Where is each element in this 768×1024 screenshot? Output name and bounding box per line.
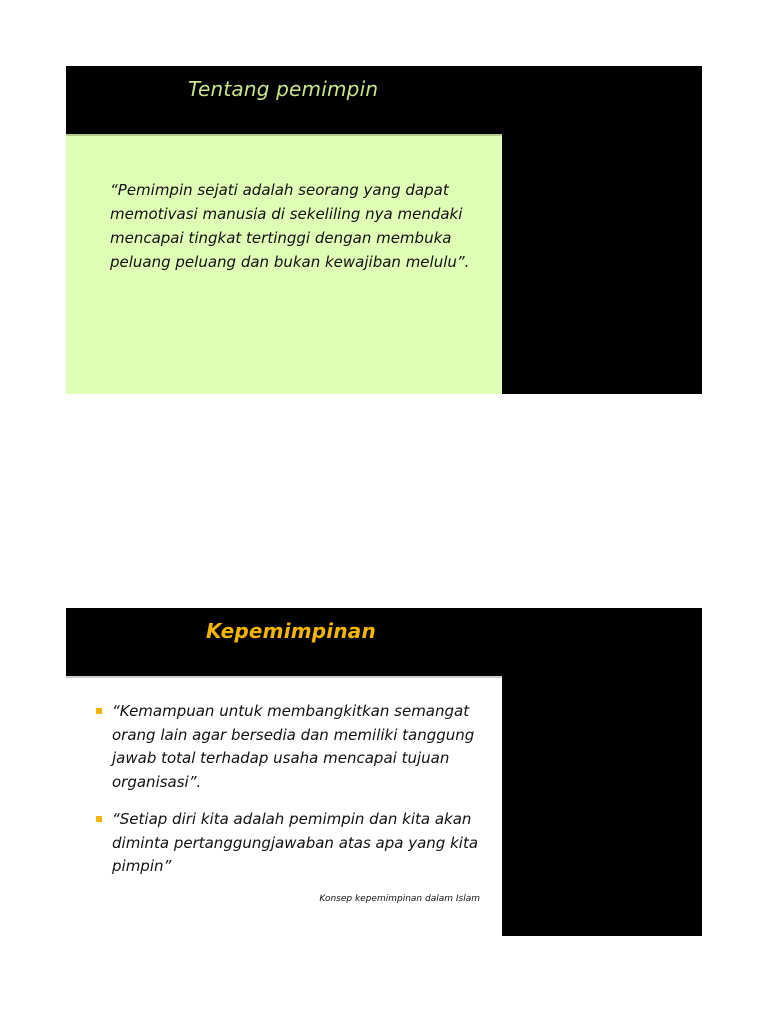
bullet-item [96, 808, 486, 879]
bullet-item [96, 700, 486, 794]
bullet-text: “Setiap diri kita adalah pemimpin dan kita akan diminta pertanggungjawaban atas apa yang kita pimpin” [112, 810, 479, 875]
square-bullet-icon [96, 708, 102, 714]
square-bullet-icon [96, 816, 102, 822]
bullet-list [96, 700, 486, 879]
slide-title: Kepemimpinan [206, 619, 376, 643]
source-caption: Konsep kepemimpinan dalam Islam [319, 894, 480, 904]
leader-quote: “Pemimpin sejati adalah seorang yang dapat memotivasi manusia di sekeliling nya mendaki mencapai tingkat tertinggi dengan membuka peluang peluang dan bukan kewajiban melulu”. [110, 181, 470, 271]
slide-content [66, 676, 502, 936]
bullet-text: “Kemampuan untuk membangkitkan semangat orang lain agar bersedia dan memiliki tanggung jawab total terhadap usaha mencapai tujuan organisasi”. [112, 702, 475, 791]
slide-content [66, 134, 502, 394]
slide-tentang-pemimpin [66, 66, 702, 394]
slide-title: Tentang pemimpin [188, 77, 379, 101]
slide-kepemimpinan [66, 608, 702, 936]
